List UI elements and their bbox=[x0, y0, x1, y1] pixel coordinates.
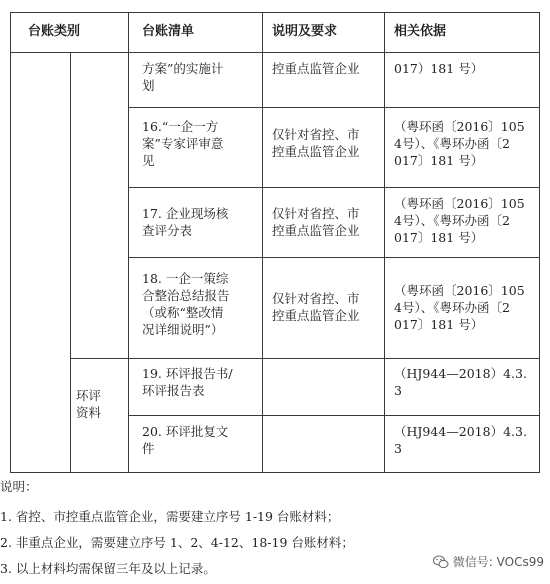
table-row-desc: 控重点监管企业 bbox=[272, 61, 360, 76]
header-ledger-list: 台账清单 bbox=[142, 24, 195, 39]
table-row-basis: 017）181 号） bbox=[394, 61, 484, 76]
table-row-desc: 仅针对省控、市 控重点监管企业 bbox=[272, 291, 360, 323]
header-description: 说明及要求 bbox=[272, 24, 338, 39]
table-row-basis: （粤环函〔2016〕105 4号）、《粤环办函〔2 017〕181 号） bbox=[394, 119, 525, 168]
row-divider bbox=[128, 415, 540, 416]
header-basis: 相关依据 bbox=[394, 24, 447, 39]
notes-title: 说明： bbox=[0, 479, 38, 494]
note-item-3: 3. 以上材料均需保留三年及以上记录。 bbox=[0, 561, 216, 576]
note-item-1: 1. 省控、市控重点监管企业，需要建立序号 1-19 台账材料； bbox=[0, 509, 340, 524]
table-row-item: 16.“一企一方 案”专家评审意 见 bbox=[142, 119, 224, 168]
watermark-text: 微信号: VOCs99 bbox=[452, 555, 544, 569]
row-divider bbox=[128, 107, 540, 108]
table-row-item: 17. 企业现场核 查评分表 bbox=[142, 206, 229, 238]
table-row-basis: （粤环函〔2016〕105 4号）、《粤环办函〔2 017〕181 号） bbox=[394, 196, 525, 245]
table-border-left bbox=[10, 12, 11, 473]
header-category: 台账类别 bbox=[28, 24, 81, 39]
watermark bbox=[433, 553, 544, 570]
row-divider bbox=[70, 358, 540, 359]
table-row-basis: （HJ944—2018）4.3. 3 bbox=[394, 424, 527, 456]
note-item-2: 2. 非重点企业，需要建立序号 1、2、4-12、18-19 台账材料； bbox=[0, 535, 354, 550]
table-row-item: 18. 一企一策综 合整治总结报告 （或称“整改情 况详细说明”） bbox=[142, 271, 230, 337]
table-border-top bbox=[10, 12, 540, 13]
table-row-basis: （粤环函〔2016〕105 4号）、《粤环办函〔2 017〕181 号） bbox=[394, 283, 525, 332]
row-divider bbox=[128, 187, 540, 188]
table-row-item: 20. 环评批复文 件 bbox=[142, 424, 229, 456]
table-row-desc: 仅针对省控、市 控重点监管企业 bbox=[272, 127, 360, 159]
table-row-desc: 仅针对省控、市 控重点监管企业 bbox=[272, 206, 360, 238]
category-inner-line bbox=[70, 52, 71, 473]
column-divider bbox=[262, 12, 263, 473]
wechat-icon bbox=[433, 555, 449, 569]
column-divider bbox=[128, 12, 129, 473]
column-divider bbox=[384, 12, 385, 473]
table-row-item: 方案”的实施计 划 bbox=[142, 61, 224, 93]
table-border-right bbox=[539, 12, 540, 473]
category-label: 环评 资料 bbox=[76, 388, 102, 420]
table-border-bottom bbox=[10, 472, 540, 473]
table-row-item: 19. 环评报告书/ 环评报告表 bbox=[142, 366, 233, 398]
header-divider bbox=[10, 52, 540, 53]
table-row-basis: （HJ944—2018）4.3. 3 bbox=[394, 366, 527, 398]
row-divider bbox=[128, 257, 540, 258]
